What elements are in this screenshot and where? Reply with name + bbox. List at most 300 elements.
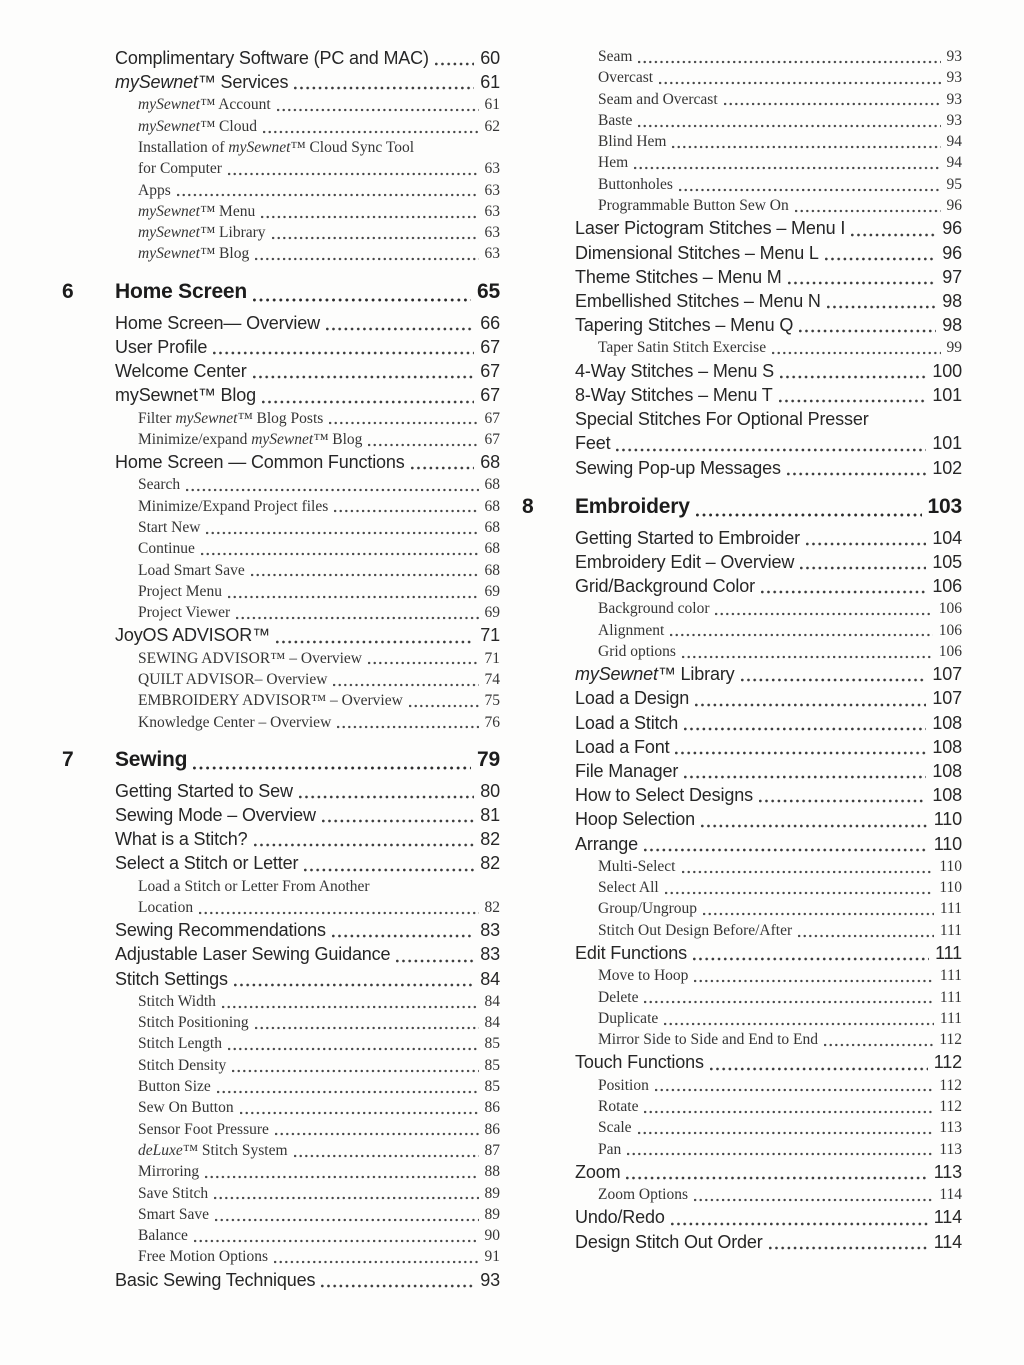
toc-page-number: 76: [484, 713, 500, 731]
toc-leader-dots: [333, 496, 479, 517]
toc-leader-dots: [271, 222, 480, 243]
toc-row: [62, 496, 500, 517]
toc-leader-dots: [678, 174, 942, 195]
toc-row: [62, 243, 500, 264]
toc-row: [522, 898, 962, 919]
toc-page-number: 89: [484, 1184, 500, 1202]
toc-entry-label: Overcast: [598, 69, 654, 87]
toc-entry-label: Theme Stitches – Menu M: [575, 266, 782, 287]
toc-column-right: [522, 46, 962, 1254]
toc-row: [62, 1097, 500, 1118]
toc-page-number: 93: [946, 69, 962, 87]
toc-leader-dots: [434, 46, 475, 70]
toc-leader-dots: [694, 686, 927, 710]
toc-leader-dots: [321, 803, 475, 827]
toc-row: [522, 1096, 962, 1117]
toc-row: [62, 1204, 500, 1225]
toc-entry-label: Zoom: [575, 1161, 621, 1182]
toc-page-number: 71: [484, 649, 500, 667]
toc-row: [522, 241, 962, 265]
toc-row: [62, 1076, 500, 1097]
chapter-number: 7: [62, 747, 74, 771]
toc-row: [62, 201, 500, 222]
toc-entry-label: Minimize/Expand Project files: [138, 497, 329, 515]
toc-page-number: 91: [484, 1248, 500, 1266]
toc-page-number: 107: [932, 688, 962, 709]
toc-leader-dots: [276, 94, 480, 115]
toc-leader-dots: [786, 456, 928, 480]
toc-row: [522, 526, 962, 550]
toc-entry-label: Hoop Selection: [575, 809, 695, 830]
toc-page-number: 94: [946, 133, 962, 151]
toc-leader-dots: [637, 46, 941, 67]
toc-page-number: 100: [932, 360, 962, 381]
toc-leader-dots: [216, 1076, 480, 1097]
toc-entry-label: Sewing Pop-up Messages: [575, 457, 781, 478]
toc-leader-dots: [293, 1140, 480, 1161]
toc-entry-label: How to Select Designs: [575, 785, 753, 806]
toc-row: [62, 1225, 500, 1246]
toc-entry-label: Embellished Stitches – Menu N: [575, 290, 821, 311]
toc-entry-label: Sewing: [115, 747, 188, 771]
toc-entry-label: SEWING ADVISOR™ – Overview: [138, 649, 362, 667]
toc-row: [522, 152, 962, 173]
toc-leader-dots: [298, 779, 475, 803]
toc-chapter-row: [522, 492, 962, 522]
toc-row: [62, 1140, 500, 1161]
toc-page-number: 63: [484, 245, 500, 263]
toc-row: [522, 965, 962, 986]
toc-row: [522, 174, 962, 195]
toc-row: [522, 856, 962, 877]
toc-entry-label: File Manager: [575, 761, 679, 782]
toc-page-number: 60: [480, 48, 500, 68]
toc-leader-dots: [663, 1008, 935, 1029]
toc-entry-label: mySewnet™ Library: [575, 664, 735, 685]
toc-leader-dots: [239, 1097, 480, 1118]
toc-chapter-row: [62, 277, 500, 307]
toc-row: [62, 1012, 500, 1033]
toc-page-number: 112: [939, 1031, 962, 1049]
toc-row: [62, 70, 500, 94]
toc-entry-label: Baste: [598, 111, 633, 129]
toc-entry-label: Installation of mySewnet™ Cloud Sync Tool: [138, 139, 415, 156]
toc-page-number: 112: [939, 1076, 962, 1094]
toc-entry-label: Delete: [598, 988, 639, 1006]
toc-row: [522, 431, 962, 455]
toc-page-number: 69: [484, 582, 500, 600]
toc-row: [62, 222, 500, 243]
toc-entry-label: Multi-Select: [598, 857, 676, 875]
toc-row: [62, 158, 500, 179]
toc-leader-dots: [328, 408, 479, 429]
toc-row: [522, 456, 962, 480]
toc-leader-dots: [674, 735, 927, 759]
toc-row: [62, 94, 500, 115]
toc-row: [522, 1230, 962, 1254]
toc-page-number: 108: [932, 785, 962, 806]
toc-entry-label: Sew On Button: [138, 1099, 234, 1117]
toc-page-number: 112: [933, 1052, 962, 1073]
toc-row: [522, 735, 962, 759]
toc-row: [62, 1055, 500, 1076]
toc-leader-dots: [823, 1029, 934, 1050]
toc-entry-label: Zoom Options: [598, 1186, 688, 1203]
toc-row: [522, 1075, 962, 1096]
toc-leader-dots: [235, 602, 479, 623]
toc-page-number: 93: [946, 48, 962, 65]
toc-row: [62, 827, 500, 851]
toc-entry-label: Home Screen: [115, 279, 248, 303]
toc-leader-dots: [683, 759, 927, 783]
toc-column-left: [62, 46, 500, 1292]
toc-page-number: 84: [484, 992, 500, 1010]
toc-row: [62, 116, 500, 137]
toc-page-number: 106: [938, 621, 962, 639]
toc-page-number: 68: [480, 452, 500, 473]
toc-leader-dots: [787, 265, 938, 289]
toc-row: [62, 1183, 500, 1204]
toc-page-number: 106: [938, 600, 962, 618]
toc-leader-dots: [260, 201, 479, 222]
toc-page-number: 68: [484, 518, 500, 536]
toc-entry-label: Load a Stitch: [575, 712, 679, 733]
toc-row: [522, 1184, 962, 1205]
toc-row: [522, 832, 962, 856]
toc-leader-dots: [213, 1183, 479, 1204]
toc-page-number: 114: [939, 1186, 962, 1203]
toc-row: [522, 1205, 962, 1229]
toc-leader-dots: [185, 474, 479, 495]
toc-page-number: 86: [484, 1099, 500, 1117]
toc-leader-dots: [794, 195, 942, 216]
toc-page-number: 106: [938, 642, 962, 660]
toc-leader-dots: [408, 690, 480, 711]
toc-page-number: 114: [933, 1207, 962, 1228]
toc-page-number: 69: [484, 604, 500, 622]
toc-page-number: 110: [939, 879, 962, 897]
toc-row: [522, 1008, 962, 1029]
toc-leader-dots: [227, 158, 480, 179]
toc-leader-dots: [797, 920, 935, 941]
toc-leader-dots: [254, 1012, 480, 1033]
toc-entry-label: Adjustable Laser Sewing Guidance: [115, 944, 391, 965]
toc-row: [522, 337, 962, 358]
toc-entry-label: Group/Ungroup: [598, 900, 698, 918]
toc-row: [522, 67, 962, 88]
toc-entry-label: Select a Stitch or Letter: [115, 853, 299, 874]
toc-entry-label: Filter mySewnet™ Blog Posts: [138, 409, 324, 427]
toc-row: [62, 876, 500, 897]
toc-leader-dots: [273, 1246, 479, 1267]
toc-leader-dots: [274, 1119, 480, 1140]
toc-page-number: 111: [935, 943, 962, 964]
toc-entry-label: Embroidery Edit – Overview: [575, 551, 795, 572]
toc-row: [62, 1246, 500, 1267]
toc-row: [522, 550, 962, 574]
toc-entry-label: Welcome Center: [115, 361, 247, 382]
toc-page-number: 61: [480, 72, 500, 93]
toc-entry-label: Stitch Out Design Before/After: [598, 921, 793, 939]
toc-leader-dots: [625, 1160, 928, 1184]
toc-leader-dots: [693, 965, 934, 986]
toc-page-number: 112: [939, 1097, 962, 1115]
toc-leader-dots: [760, 574, 927, 598]
toc-row: [62, 1161, 500, 1182]
toc-leader-dots: [252, 277, 472, 307]
toc-entry-label: Buttonholes: [598, 175, 673, 193]
toc-entry-label: mySewnet™ Services: [115, 72, 289, 93]
toc-leader-dots: [658, 67, 941, 88]
toc-entry-label: Load a Stitch or Letter From Another: [138, 877, 370, 895]
toc-leader-dots: [637, 110, 941, 131]
toc-leader-dots: [275, 623, 475, 647]
toc-entry-label: Getting Started to Embroider: [575, 527, 800, 548]
toc-page-number: 106: [932, 576, 962, 597]
toc-row: [62, 335, 500, 359]
toc-entry-label: Mirror Side to Side and End to End: [598, 1031, 818, 1049]
toc-row: [62, 538, 500, 559]
toc-entry-label: Home Screen— Overview: [115, 312, 320, 333]
toc-leader-dots: [198, 897, 479, 918]
toc-entry-label: Duplicate: [598, 1009, 659, 1027]
toc-page-number: 63: [484, 160, 500, 178]
toc-entry-label: QUILT ADVISOR– Overview: [138, 670, 328, 688]
toc-page-number: 108: [932, 736, 962, 757]
toc-row: [62, 1268, 500, 1292]
toc-entry-label: Continue: [138, 540, 195, 558]
toc-page-number: 82: [480, 853, 500, 874]
toc-page-number: 108: [932, 761, 962, 782]
toc-page-number: 111: [939, 1009, 962, 1027]
toc-page-number: 88: [484, 1163, 500, 1181]
toc-leader-dots: [367, 648, 480, 669]
toc-entry-label: Taper Satin Stitch Exercise: [598, 339, 767, 357]
toc-entry-label: for Computer: [138, 160, 222, 178]
toc-entry-label: Seam: [598, 48, 633, 65]
toc-row: [62, 991, 500, 1012]
toc-page-number: 85: [484, 1056, 500, 1074]
toc-entry-label: Grid options: [598, 642, 676, 660]
toc-page-number: 68: [484, 497, 500, 515]
toc-row: [62, 180, 500, 201]
toc-entry-label: mySewnet™ Blog: [115, 385, 256, 406]
toc-entry-label: Embroidery: [575, 494, 690, 518]
toc-entry-label: deLuxe™ Stitch System: [138, 1141, 288, 1159]
toc-page-number: 75: [484, 692, 500, 710]
toc-entry-label: mySewnet™ Cloud: [138, 117, 257, 135]
toc-page-number: 85: [484, 1078, 500, 1096]
toc-page-number: 107: [932, 664, 962, 685]
toc-entry-label: Start New: [138, 518, 201, 536]
toc-entry-label: mySewnet™ Blog: [138, 245, 250, 263]
toc-leader-dots: [700, 807, 929, 831]
toc-leader-dots: [681, 641, 934, 662]
toc-leader-dots: [367, 429, 479, 450]
toc-leader-dots: [681, 856, 935, 877]
toc-row: [62, 897, 500, 918]
toc-leader-dots: [221, 991, 480, 1012]
toc-entry-label: Balance: [138, 1227, 188, 1245]
toc-entry-label: Dimensional Stitches – Menu L: [575, 242, 819, 263]
toc-row: [62, 1033, 500, 1054]
toc-entry-label: 8-Way Stitches – Menu T: [575, 384, 773, 405]
toc-leader-dots: [332, 669, 479, 690]
toc-page-number: 67: [480, 336, 500, 357]
toc-leader-dots: [212, 335, 475, 359]
toc-entry-label: Feet: [575, 433, 611, 454]
toc-row: [522, 1117, 962, 1138]
toc-page-number: 95: [946, 175, 962, 193]
toc-leader-dots: [253, 827, 476, 851]
toc-leader-dots: [336, 712, 479, 733]
toc-leader-dots: [805, 526, 927, 550]
toc-leader-dots: [250, 560, 480, 581]
toc-row: [522, 807, 962, 831]
toc-leader-dots: [205, 517, 479, 538]
toc-row: [522, 313, 962, 337]
toc-entry-label: Free Motion Options: [138, 1248, 269, 1266]
toc-entry-label: Select All: [598, 879, 659, 897]
toc-page-number: 85: [484, 1035, 500, 1053]
toc-page-number: 63: [484, 202, 500, 220]
toc-page-number: 80: [480, 780, 500, 801]
toc-row: [62, 918, 500, 942]
toc-row: [522, 662, 962, 686]
toc-leader-dots: [664, 877, 935, 898]
toc-leader-dots: [692, 941, 930, 965]
toc-leader-dots: [193, 1225, 480, 1246]
toc-entry-label: Scale: [598, 1119, 632, 1137]
toc-leader-dots: [798, 313, 937, 337]
toc-entry-label: Save Stitch: [138, 1184, 209, 1202]
toc-entry-label: Undo/Redo: [575, 1207, 665, 1228]
toc-entry-label: Grid/Background Color: [575, 576, 755, 597]
toc-page-number: 63: [484, 181, 500, 199]
toc-entry-label: Touch Functions: [575, 1052, 704, 1073]
toc-row: [62, 581, 500, 602]
toc-entry-label: Complimentary Software (PC and MAC): [115, 48, 429, 68]
toc-page-number: 113: [939, 1119, 962, 1137]
toc-page-number: 111: [939, 900, 962, 918]
toc-entry-label: Getting Started to Sew: [115, 780, 293, 801]
toc-entry-label: Button Size: [138, 1078, 211, 1096]
toc-row: [522, 383, 962, 407]
toc-row: [62, 648, 500, 669]
toc-page-number: 104: [932, 527, 962, 548]
toc-leader-dots: [771, 337, 941, 358]
toc-leader-dots: [799, 550, 927, 574]
toc-page-number: 65: [477, 279, 500, 303]
toc-entry-label: Position: [598, 1076, 649, 1094]
toc-page-number: 97: [942, 266, 962, 287]
toc-row: [522, 46, 962, 67]
toc-row: [62, 623, 500, 647]
toc-page-number: 71: [480, 625, 500, 646]
toc-row: [62, 517, 500, 538]
toc-leader-dots: [826, 289, 937, 313]
toc-entry-label: Programmable Button Sew On: [598, 197, 789, 215]
toc-entry-label: Knowledge Center – Overview: [138, 713, 332, 731]
toc-row: [522, 783, 962, 807]
toc-entry-label: Location: [138, 898, 194, 916]
toc-entry-label: Minimize/expand mySewnet™ Blog: [138, 430, 363, 448]
toc-leader-dots: [325, 311, 475, 335]
toc-entry-label: Design Stitch Out Order: [575, 1231, 763, 1252]
toc-entry-label: Stitch Length: [138, 1035, 222, 1053]
toc-page-number: 62: [484, 117, 500, 135]
toc-row: [62, 803, 500, 827]
toc-row: [62, 474, 500, 495]
toc-row: [522, 920, 962, 941]
toc-row: [522, 359, 962, 383]
toc-page-number: 110: [939, 857, 962, 875]
toc-row: [522, 1050, 962, 1074]
toc-row: [522, 195, 962, 216]
toc-entry-label: Load a Font: [575, 736, 670, 757]
toc-chapter-row: [62, 745, 500, 775]
toc-page-number: 68: [484, 540, 500, 558]
toc-row: [522, 574, 962, 598]
toc-page-number: 102: [932, 457, 962, 478]
toc-row: [522, 1139, 962, 1160]
toc-page-number: 113: [939, 1140, 962, 1158]
toc-row: [522, 131, 962, 152]
toc-page-number: 103: [927, 494, 962, 518]
toc-entry-label: Load Smart Save: [138, 561, 245, 579]
toc-entry-label: What is a Stitch?: [115, 829, 248, 850]
toc-row: [62, 311, 500, 335]
toc-page-number: 84: [480, 968, 500, 989]
toc-row: [522, 641, 962, 662]
toc-page-number: 67: [484, 409, 500, 427]
toc-row: [62, 690, 500, 711]
toc-leader-dots: [252, 359, 476, 383]
toc-page-number: 101: [932, 433, 962, 454]
toc-page-number: 110: [933, 833, 962, 854]
toc-page-number: 83: [480, 944, 500, 965]
toc-leader-dots: [779, 359, 927, 383]
toc-leader-dots: [615, 431, 927, 455]
toc-entry-label: User Profile: [115, 336, 208, 357]
toc-page-number: 114: [933, 1231, 962, 1252]
toc-page-number: 89: [484, 1205, 500, 1223]
toc-leader-dots: [231, 1055, 479, 1076]
toc-entry-label: Project Menu: [138, 582, 222, 600]
toc-leader-dots: [670, 1205, 929, 1229]
toc-page-number: 67: [484, 430, 500, 448]
toc-leader-dots: [261, 383, 475, 407]
toc-leader-dots: [293, 70, 475, 94]
toc-leader-dots: [233, 967, 475, 991]
toc-page-number: 110: [933, 809, 962, 830]
toc-leader-dots: [723, 89, 942, 110]
toc-leader-dots: [643, 832, 929, 856]
toc-page-number: 61: [484, 96, 500, 114]
toc-page-number: 108: [932, 712, 962, 733]
toc-row: [522, 620, 962, 641]
toc-page-number: 101: [932, 384, 962, 405]
toc-row: [522, 686, 962, 710]
toc-page-number: 84: [484, 1014, 500, 1032]
chapter-number: 8: [522, 494, 534, 518]
toc-row: [522, 941, 962, 965]
toc-page-number: 86: [484, 1120, 500, 1138]
toc-leader-dots: [850, 216, 937, 240]
toc-page-number: 83: [480, 920, 500, 941]
toc-page-number: 81: [480, 805, 500, 826]
toc-page-number: 90: [484, 1227, 500, 1245]
